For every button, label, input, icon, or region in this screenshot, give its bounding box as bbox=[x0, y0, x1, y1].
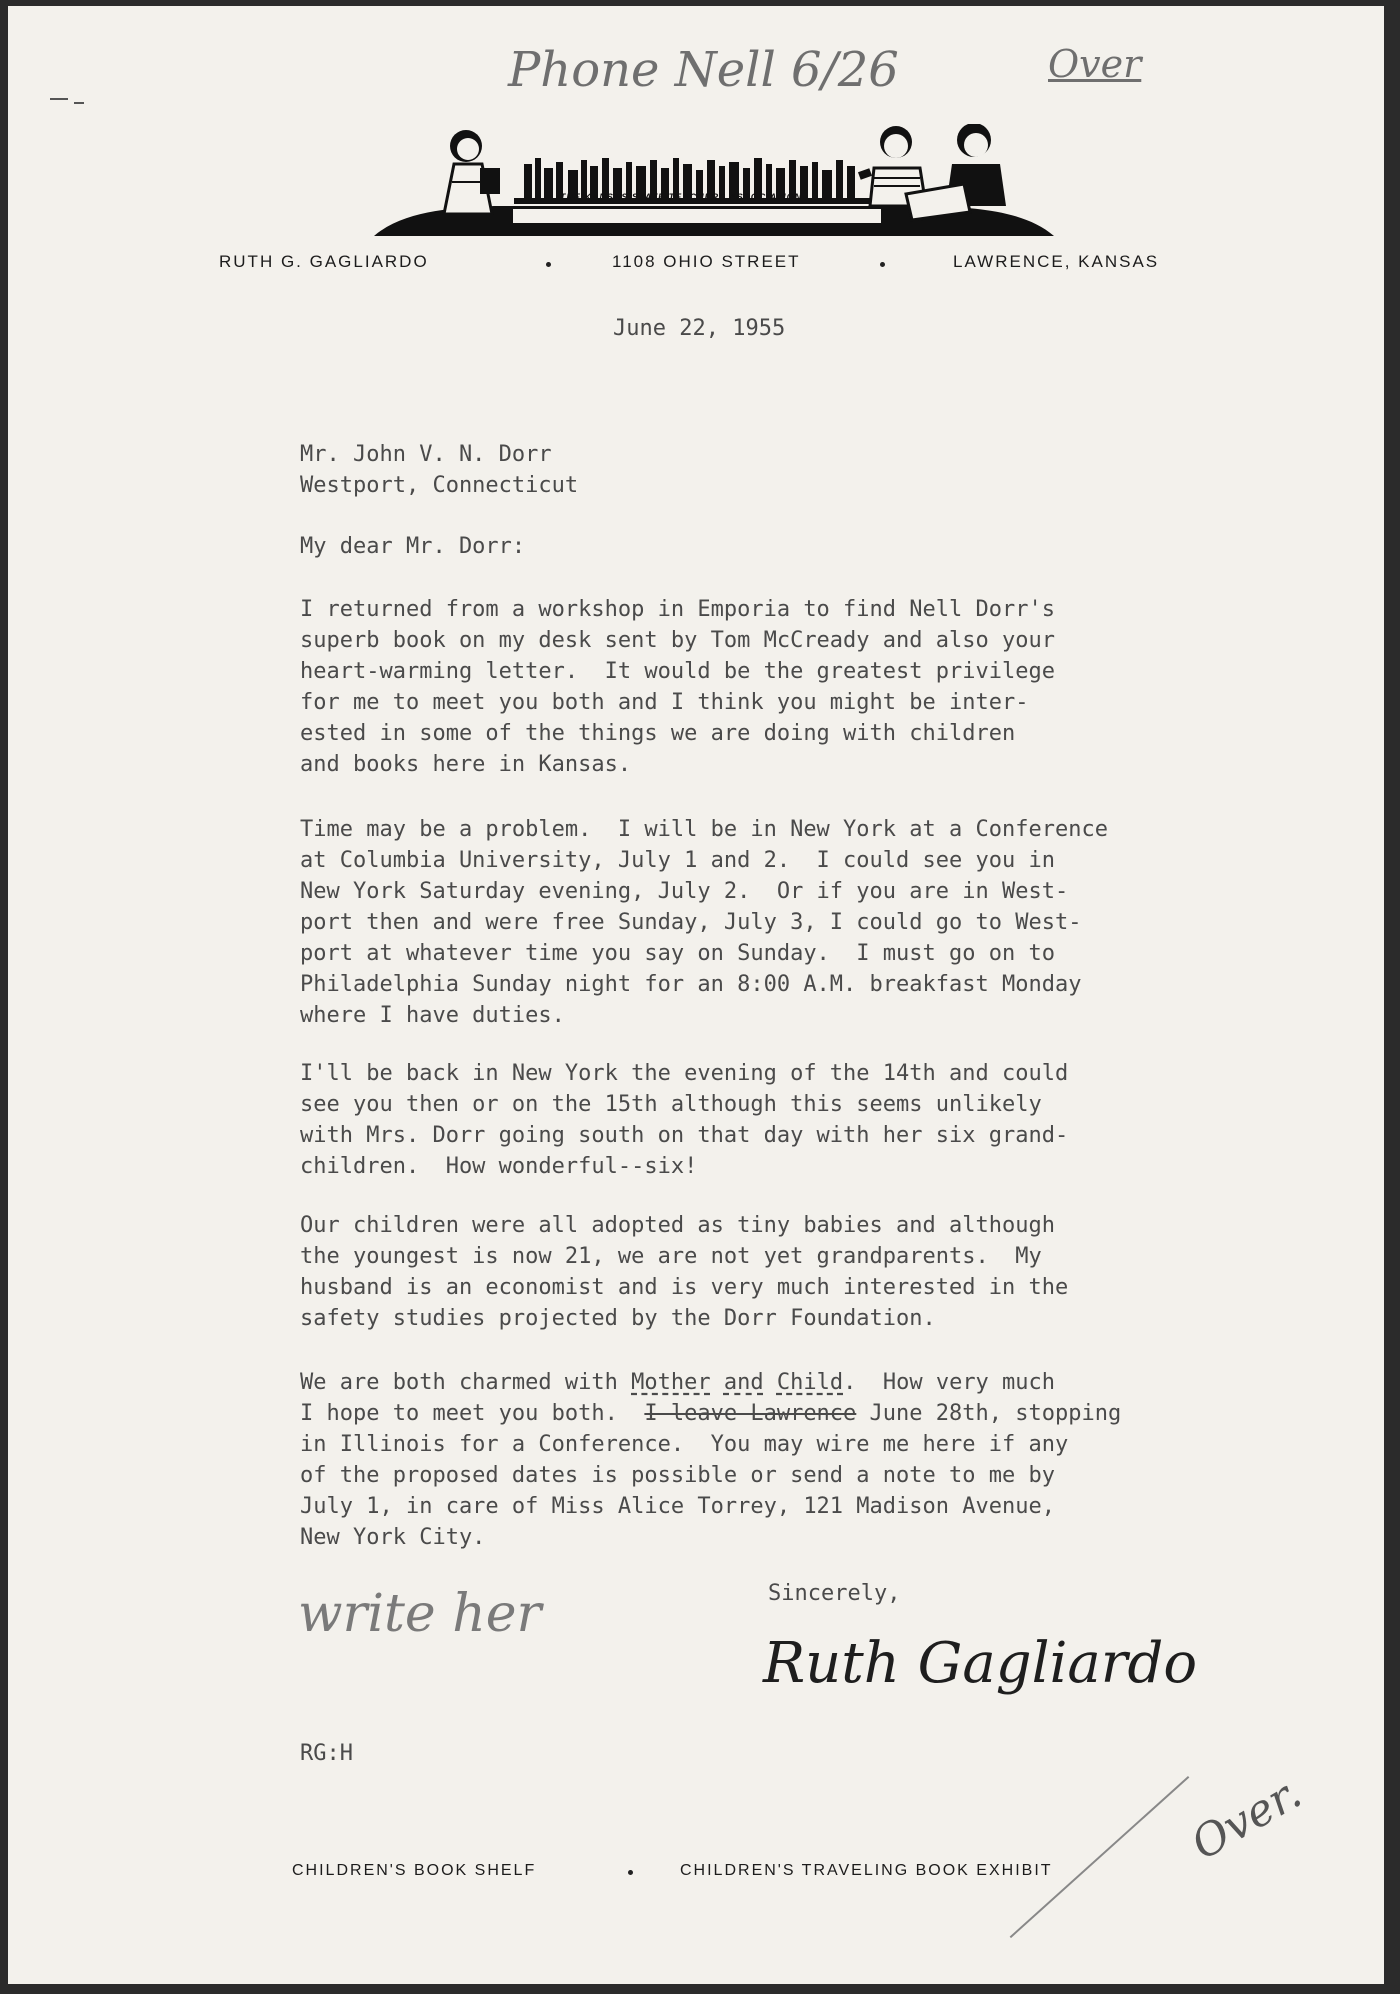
body-paragraph-final bbox=[300, 1367, 1121, 1553]
letter-date: June 22, 1955 bbox=[613, 316, 786, 341]
text-line: heart-warming letter. It would be the greatest privilege bbox=[300, 659, 1055, 684]
text-line: I'll be back in New York the evening of the 14th and could bbox=[300, 1061, 1069, 1086]
salutation: My dear Mr. Dorr: bbox=[300, 534, 526, 559]
text-line: superb book on my desk sent by Tom McCready and also your bbox=[300, 628, 1055, 653]
letterhead-separator-dot bbox=[880, 262, 885, 267]
letterhead-city: LAWRENCE, KANSAS bbox=[953, 252, 1160, 271]
handwritten-phone-note: Phone Nell 6/26 bbox=[508, 42, 899, 98]
typist-initials: RG:H bbox=[300, 1741, 353, 1766]
text-line: the youngest is now 21, we are not yet grandparents. My bbox=[300, 1244, 1042, 1269]
text-line: Our children were all adopted as tiny babies and although bbox=[300, 1213, 1055, 1238]
text-line: with Mrs. Dorr going south on that day with her six grand- bbox=[300, 1123, 1069, 1148]
text-line: children. How wonderful--six! bbox=[300, 1154, 698, 1179]
text-line: see you then or on the 15th although this seems unlikely bbox=[300, 1092, 1042, 1117]
text-line: New York Saturday evening, July 2. Or if you are in West- bbox=[300, 879, 1069, 904]
text-line: Philadelphia Sunday night for an 8:00 A.M. breakfast Monday bbox=[300, 972, 1082, 997]
letterhead-logo bbox=[358, 106, 1038, 224]
book-title-word: Child bbox=[776, 1370, 844, 1395]
text-line: safety studies projected by the Dorr Foundation. bbox=[300, 1306, 936, 1331]
letterhead-name: RUTH G. GAGLIARDO bbox=[219, 252, 429, 271]
closing: Sincerely, bbox=[768, 1581, 901, 1606]
logo-banner-text: THE KANSAS STATE TEACHERS ASSOCIATION bbox=[559, 192, 803, 202]
struck-text: I leave Lawrence bbox=[644, 1401, 857, 1426]
text-line: New York City. bbox=[300, 1525, 486, 1550]
handwritten-over-note-bottom: Over. bbox=[1183, 1767, 1310, 1871]
text-line: at Columbia University, July 1 and 2. I could see you in bbox=[300, 848, 1055, 873]
book-title-word: and bbox=[723, 1370, 764, 1395]
text-line: ested in some of the things we are doing with children bbox=[300, 721, 1016, 746]
text-line: Time may be a problem. I will be in New York at a Conference bbox=[300, 817, 1108, 842]
text-line: port at whatever time you say on Sunday. I must go on to bbox=[300, 941, 1055, 966]
body-paragraph bbox=[300, 814, 1108, 1031]
text-line bbox=[300, 1398, 1121, 1429]
letterhead-street: 1108 OHIO STREET bbox=[612, 252, 801, 271]
text-line: of the proposed dates is possible or send a note to me by bbox=[300, 1463, 1055, 1488]
text-line: in Illinois for a Conference. You may wire me here if any bbox=[300, 1432, 1069, 1457]
text-segment: . How very much bbox=[843, 1370, 1056, 1395]
footer-book-shelf: CHILDREN'S BOOK SHELF bbox=[292, 1862, 537, 1879]
bottom-right-pen-stroke bbox=[1010, 1776, 1190, 1938]
text-segment: I hope to meet you both. bbox=[300, 1401, 645, 1426]
footer-separator-dot bbox=[628, 1870, 633, 1875]
body-paragraph bbox=[300, 1058, 1068, 1182]
letterhead-separator-dot bbox=[546, 262, 551, 267]
text-line: port then and were free Sunday, July 3, I could go to West- bbox=[300, 910, 1082, 935]
book-title-word: Mother bbox=[631, 1370, 711, 1395]
text-line: for me to meet you both and I think you might be inter- bbox=[300, 690, 1029, 715]
signature: Ruth Gagliardo bbox=[763, 1631, 1198, 1696]
handwritten-write-her: write her bbox=[298, 1584, 542, 1644]
logo-illustration bbox=[374, 124, 1054, 242]
body-paragraph bbox=[300, 594, 1055, 780]
text-line: July 1, in care of Miss Alice Torrey, 121 Madison Avenue, bbox=[300, 1494, 1055, 1519]
text-line: and books here in Kansas. bbox=[300, 752, 632, 777]
text-line bbox=[300, 1367, 1121, 1398]
recipient-address: Westport, Connecticut bbox=[300, 473, 579, 498]
text-segment: We are both charmed with bbox=[300, 1370, 632, 1395]
text-line: I returned from a workshop in Emporia to find Nell Dorr's bbox=[300, 597, 1055, 622]
handwritten-over-note-top: Over bbox=[1048, 42, 1142, 86]
text-segment: June 28th, stopping bbox=[856, 1401, 1122, 1426]
margin-mark bbox=[74, 102, 84, 104]
text-line: husband is an economist and is very much interested in the bbox=[300, 1275, 1069, 1300]
footer-traveling-exhibit: CHILDREN'S TRAVELING BOOK EXHIBIT bbox=[680, 1862, 1053, 1879]
margin-mark bbox=[50, 98, 68, 100]
text-line: where I have duties. bbox=[300, 1003, 565, 1028]
letter-page bbox=[8, 6, 1384, 1984]
recipient-name: Mr. John V. N. Dorr bbox=[300, 442, 552, 467]
body-paragraph bbox=[300, 1210, 1068, 1334]
